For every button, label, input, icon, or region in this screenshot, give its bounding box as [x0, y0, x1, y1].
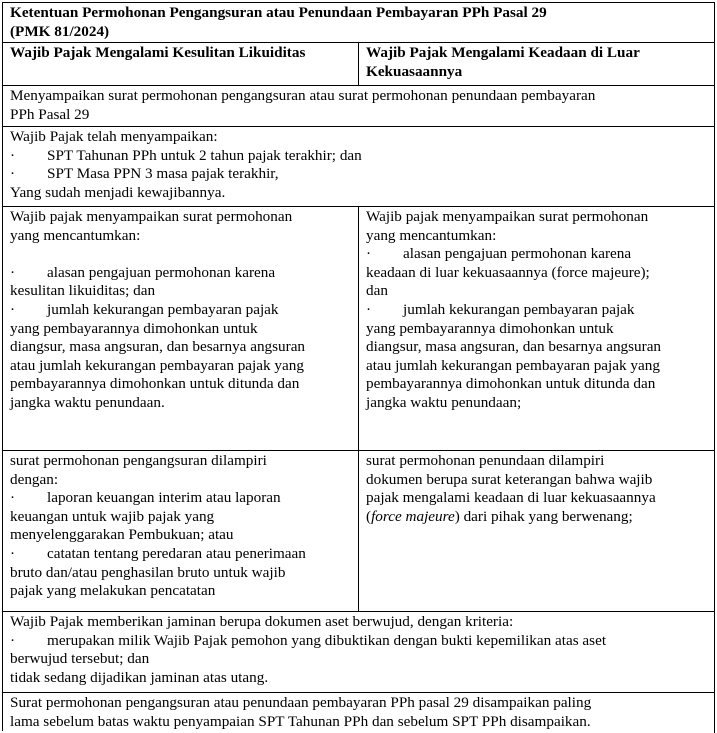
row-request-contents-liquidity: Wajib pajak menyampaikan surat permohonan yang mencantumkan: · alasan pengajuan permohonan karena kesulitan likuiditas; dan · jumlah kekurangan pembayaran pajak yang pembayarannya dimohonkan untuk diangsur, masa angsuran, dan besarnya angsuran atau jumlah kekurangan pembayaran pajak yang pembayarannya dimohonkan untuk ditunda dan jangka waktu penundaan.: [3, 207, 359, 451]
row-request-contents-force-majeure: Wajib pajak menyampaikan surat permohonan yang mencantumkan: · alasan pengajuan permohonan karena keadaan di luar kekuasaannya (force majeure); dan · jumlah kekurangan pembayaran pajak yang pembayarannya dimohonkan untuk diangsur, masa angsuran, dan besarnya angsuran atau jumlah kekurangan pembayaran pajak yang pembayarannya dimohonkan untuk ditunda dan jangka waktu penundaan;: [359, 207, 715, 451]
list-item: · SPT Tahunan PPh untuk 2 tahun pajak terakhir; dan: [10, 146, 362, 164]
list-item: · jumlah kekurangan pembayaran pajak: [10, 300, 279, 318]
list-item: · alasan pengajuan permohonan karena: [10, 263, 276, 281]
row-attachments-liquidity: surat permohonan pengangsuran dilampiri dengan: · laporan keuangan interim atau laporan keuangan untuk wajib pajak yang menyelenggarakan Pembukuan; atau · catatan tentang peredaran atau penerimaan bruto dan/atau penghasilan bruto untuk wajib pajak yang melakukan pencatatan: [3, 451, 359, 612]
provisions-table: [2, 2, 715, 731]
list-item: · alasan pengajuan permohonan karena: [366, 245, 632, 263]
row-submitted-spt: Wajib Pajak telah menyampaikan: · SPT Tahunan PPh untuk 2 tahun pajak terakhir; dan · SPT Masa PPN 3 masa pajak terakhir, Yang sudah menjadi kewajibannya.: [3, 127, 715, 207]
title-line-1: Ketentuan Permohonan Pengangsuran atau Penundaan Pembayaran PPh Pasal 29: [10, 4, 547, 21]
list-item: · jumlah kekurangan pembayaran pajak: [366, 300, 635, 318]
row-attachments-force-majeure: surat permohonan penundaan dilampiri dokumen berupa surat keterangan bahwa wajib pajak mengalami keadaan di luar kekuasaannya (force majeure) dari pihak yang berwenang;: [359, 451, 715, 612]
row-submit-request: Menyampaikan surat permohonan pengangsuran atau surat permohonan penundaan pembayaran PPh Pasal 29: [3, 86, 715, 127]
table-title: [3, 3, 715, 43]
list-item: · merupakan milik Wajib Pajak pemohon yang dibuktikan dengan bukti kepemilikan atas aset: [10, 631, 607, 649]
header-liquidity: Wajib Pajak Mengalami Kesulitan Likuiditas: [3, 43, 359, 86]
header-force-majeure: Wajib Pajak Mengalami Keadaan di Luar Kekuasaannya: [359, 43, 715, 86]
list-item: · SPT Masa PPN 3 masa pajak terakhir,: [10, 165, 279, 183]
title-line-2: (PMK 81/2024): [10, 22, 110, 40]
row-deadline: Surat permohonan pengangsuran atau penundaan pembayaran PPh pasal 29 disampaikan paling lama sebelum batas waktu penyampaian SPT Tahunan PPh dan sebelum SPT PPh disampaikan.: [3, 693, 715, 733]
row-collateral: Wajib Pajak memberikan jaminan berupa dokumen aset berwujud, dengan kriteria: · merupakan milik Wajib Pajak pemohon yang dibuktikan dengan bukti kepemilikan atas aset berwujud tersebut; dan tidak sedang dijadikan jaminan atas utang.: [3, 612, 715, 693]
list-item: · laporan keuangan interim atau laporan: [10, 489, 281, 507]
list-item: · catatan tentang peredaran atau penerimaan: [10, 544, 306, 562]
force-majeure-italic: force majeure: [371, 507, 455, 525]
